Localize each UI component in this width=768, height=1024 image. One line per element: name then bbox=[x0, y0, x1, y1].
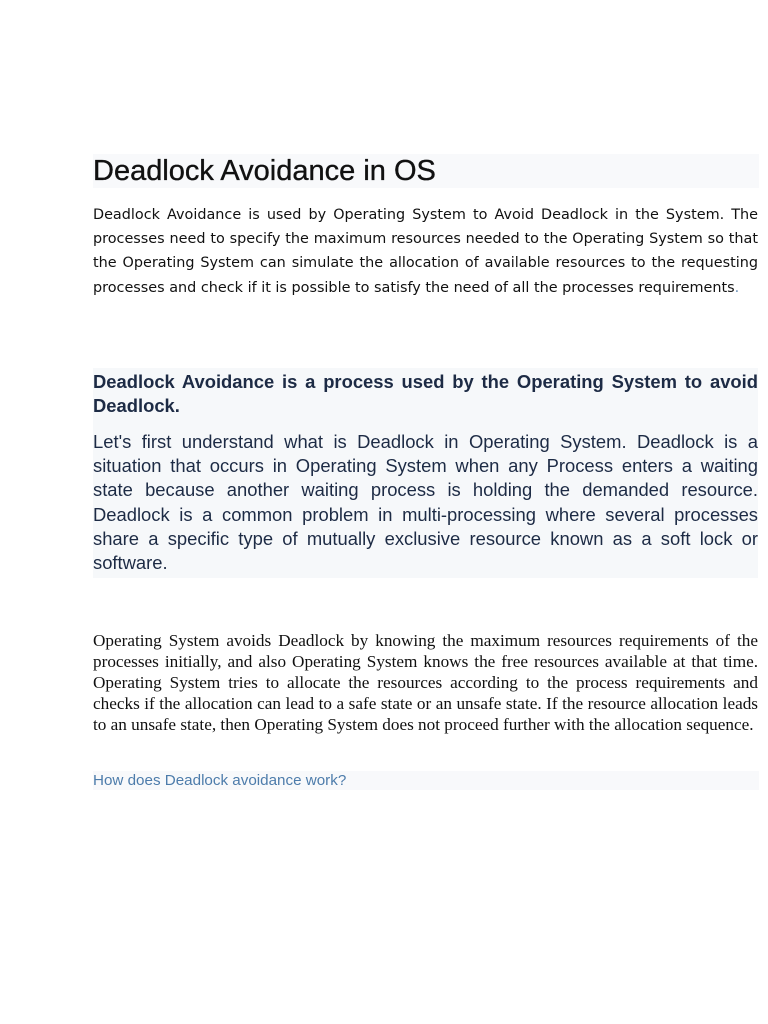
page-title: Deadlock Avoidance in OS bbox=[93, 155, 436, 187]
subheading-section bbox=[93, 771, 759, 790]
intro-paragraph bbox=[93, 203, 758, 300]
intro-text: Deadlock Avoidance is used by Operating System to Avoid Deadlock in the System. The processes need to specify the maximum resources needed to the Operating System so that the Operating System can simulate the allocation of available resources to the requesting processes and check if it is possible to satisfy the need of all the processes requirements bbox=[93, 207, 758, 296]
deadlock-explanation: Let's first understand what is Deadlock in Operating System. Deadlock is a situation that occurs in Operating System when any Process enters a waiting state because another waiting process is holding the demanded resource. Deadlock is a common problem in multi-processing where several processes share a specific type of mutually exclusive resource known as a soft lock or software. bbox=[93, 431, 758, 574]
body-paragraph: Operating System avoids Deadlock by knowing the maximum resources requirements of the processes initially, and also Operating System knows the free resources available at that time. Operating System tries to allocate the resources according to the process requirements and checks if the allocation can lead to a safe state or an unsafe state. If the resource allocation leads to an unsafe state, then Operating System does not proceed further with the allocation sequence. bbox=[93, 631, 758, 734]
how-it-works-link[interactable]: How does Deadlock avoidance work? bbox=[93, 772, 347, 789]
key-statement: Deadlock Avoidance is a process used by the Operating System to avoid Deadlock. bbox=[93, 371, 758, 416]
intro-end-mark: . bbox=[734, 279, 740, 296]
highlight-section bbox=[93, 368, 758, 578]
